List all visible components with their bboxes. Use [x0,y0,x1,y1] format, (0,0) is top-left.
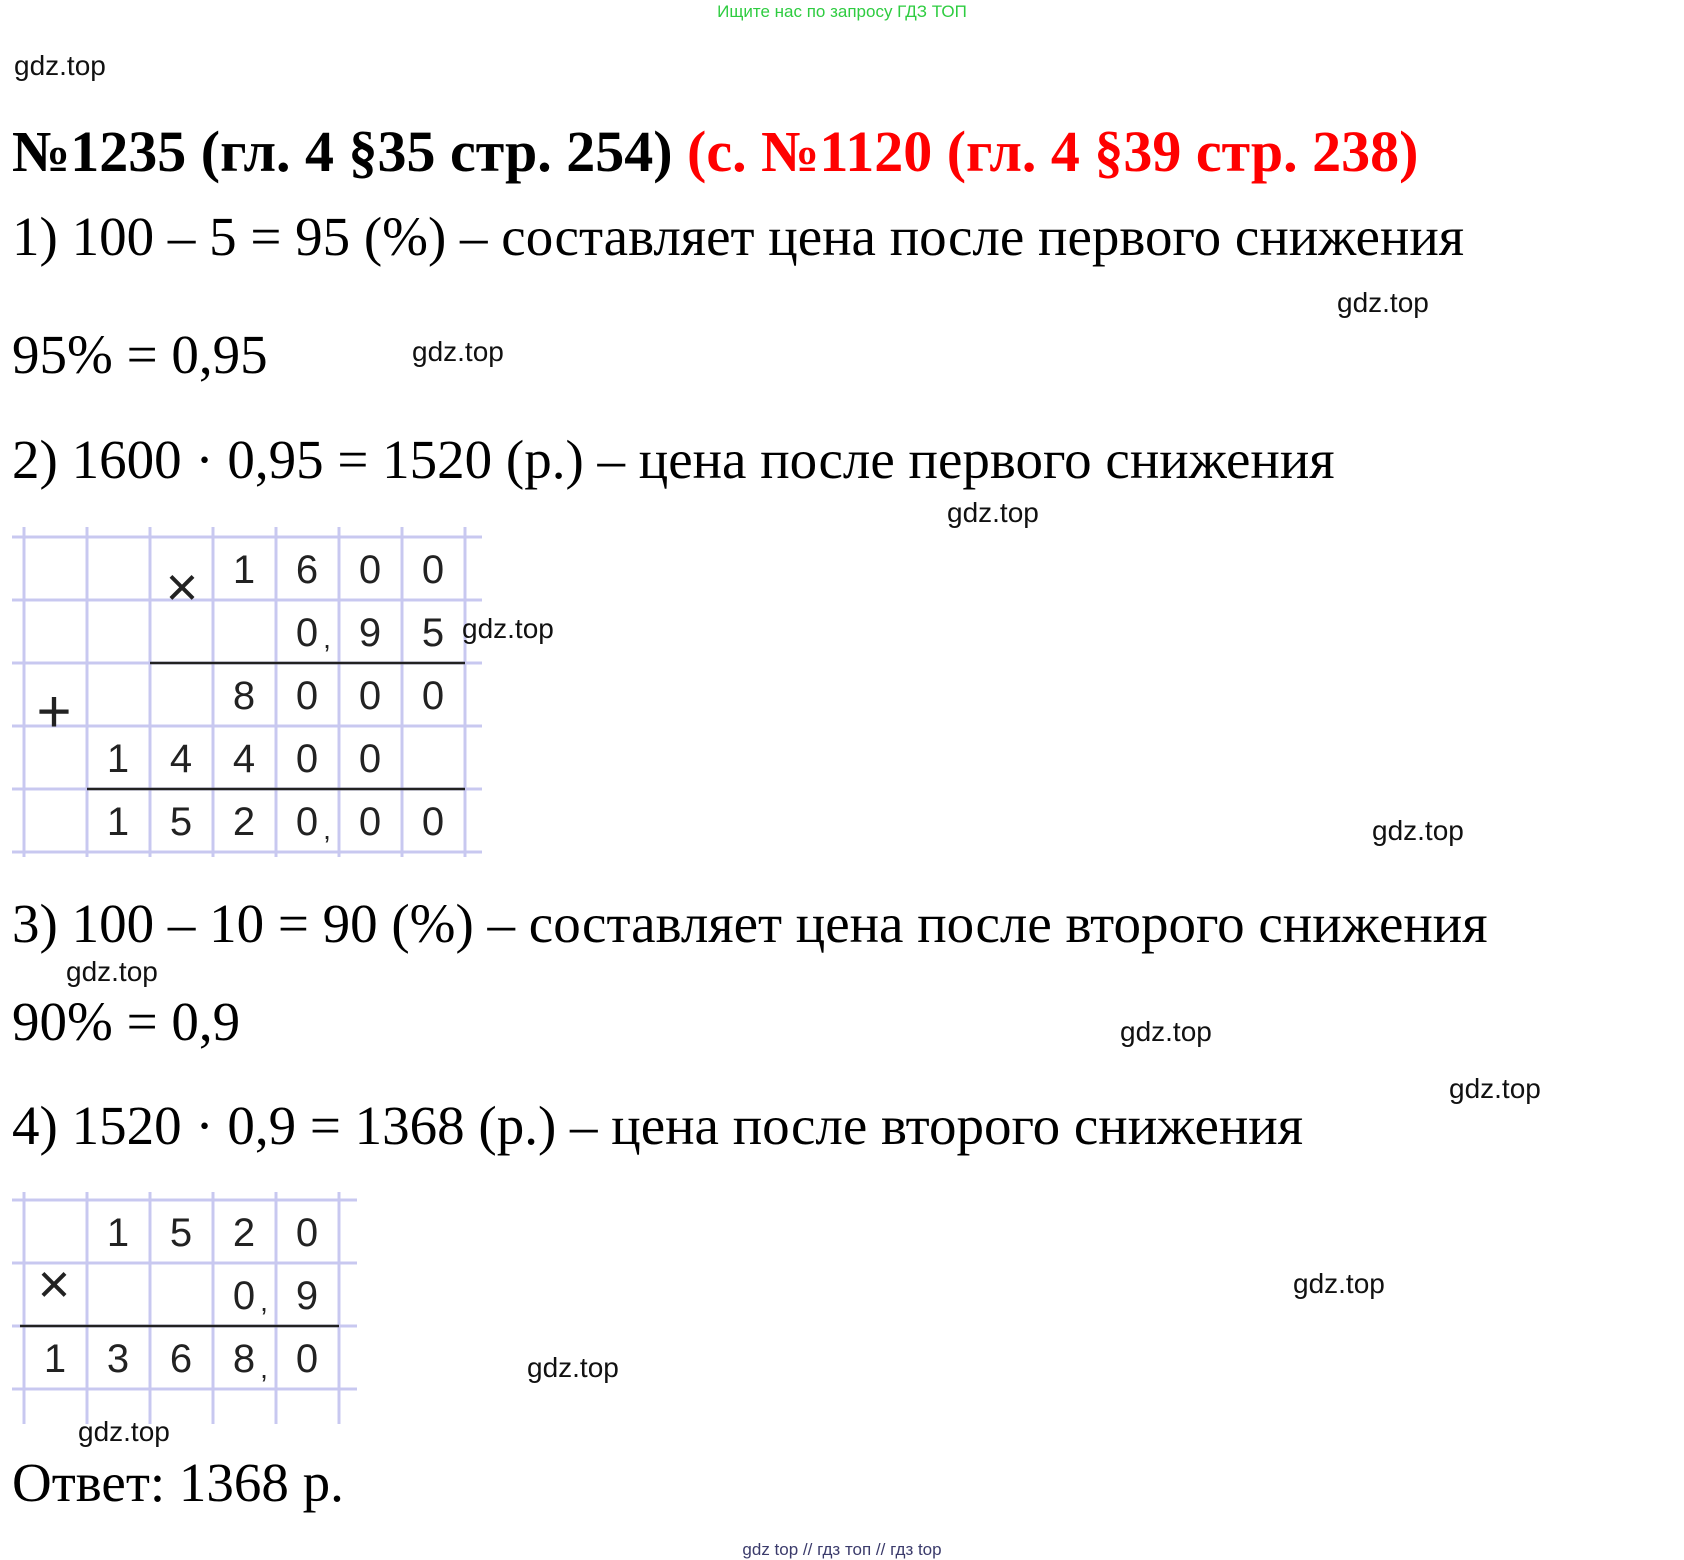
search-banner: Ищите нас по запросу ГДЗ ТОП [717,2,967,21]
digit: 0 [421,674,445,718]
footer-links[interactable]: gdz top // гдз топ // гдз top [742,1540,942,1559]
digit: 6 [169,1337,193,1381]
watermark: gdz.top [462,613,554,644]
digit: 1 [106,737,130,781]
percent-conversion-1: 95% = 0,95 [12,324,268,385]
watermark: gdz.top [1337,287,1429,318]
column-multiplication-2 [12,1192,357,1424]
solution-step-2: 2) 1600 · 0,95 = 1520 (р.) – цена после первого снижения [12,429,1335,490]
digit: 0 [358,800,382,844]
watermark: gdz.top [1372,815,1464,846]
solution-step-1: 1) 100 – 5 = 95 (%) – составляет цена после первого снижения [12,206,1465,267]
digit: 9 [295,1274,319,1318]
digit: 6 [295,548,319,592]
watermark: gdz.top [14,50,106,81]
digit: 0 [358,737,382,781]
title-main: №1235 (гл. 4 §35 стр. 254) [12,119,673,184]
watermark: gdz.top [66,956,158,987]
digit: 5 [169,800,193,844]
digit: 0 [358,548,382,592]
digit: 8 [232,1337,256,1381]
watermark: gdz.top [412,336,504,367]
digit: 4 [232,737,256,781]
digit: 1 [106,1211,130,1255]
column-multiplication-1 [12,527,482,857]
digit: 1 [43,1337,67,1381]
digit: 0 [421,548,445,592]
decimal-comma: , [323,814,331,845]
watermark: gdz.top [1449,1073,1541,1104]
digit: 2 [232,1211,256,1255]
decimal-comma: , [323,623,331,654]
digit: 0 [295,737,319,781]
digit: 0 [295,1211,319,1255]
digit: 9 [358,611,382,655]
digit: 0 [295,800,319,844]
page-title [12,118,1418,185]
digit: 8 [232,674,256,718]
answer: Ответ: 1368 р. [12,1452,344,1513]
digit: 4 [169,737,193,781]
solution-step-4: 4) 1520 · 0,9 = 1368 (р.) – цена после второго снижения [12,1095,1304,1156]
digit: 0 [358,674,382,718]
digit: 0 [295,611,319,655]
grid-paper-1 [12,527,482,857]
multiply-sign: × [165,555,199,618]
watermark: gdz.top [1293,1268,1385,1299]
watermark: gdz.top [78,1416,170,1447]
title-alt: (с. №1120 (гл. 4 §39 стр. 238) [687,119,1419,184]
multiply-sign: × [37,1252,71,1315]
decimal-comma: , [260,1286,268,1317]
percent-conversion-2: 90% = 0,9 [12,991,241,1052]
digit: 1 [106,800,130,844]
watermark: gdz.top [1120,1016,1212,1047]
grid-paper-2 [12,1192,357,1424]
plus-sign: + [36,678,72,745]
digit: 3 [106,1337,130,1381]
decimal-comma: , [260,1353,268,1384]
watermark: gdz.top [527,1352,619,1383]
digit: 0 [232,1274,256,1318]
digit: 0 [421,800,445,844]
solution-step-3: 3) 100 – 10 = 90 (%) – составляет цена после второго снижения [12,893,1488,954]
digit: 5 [421,611,445,655]
digit: 1 [232,548,256,592]
digit: 2 [232,800,256,844]
watermark: gdz.top [947,497,1039,528]
digit: 0 [295,674,319,718]
digit: 5 [169,1211,193,1255]
digit: 0 [295,1337,319,1381]
